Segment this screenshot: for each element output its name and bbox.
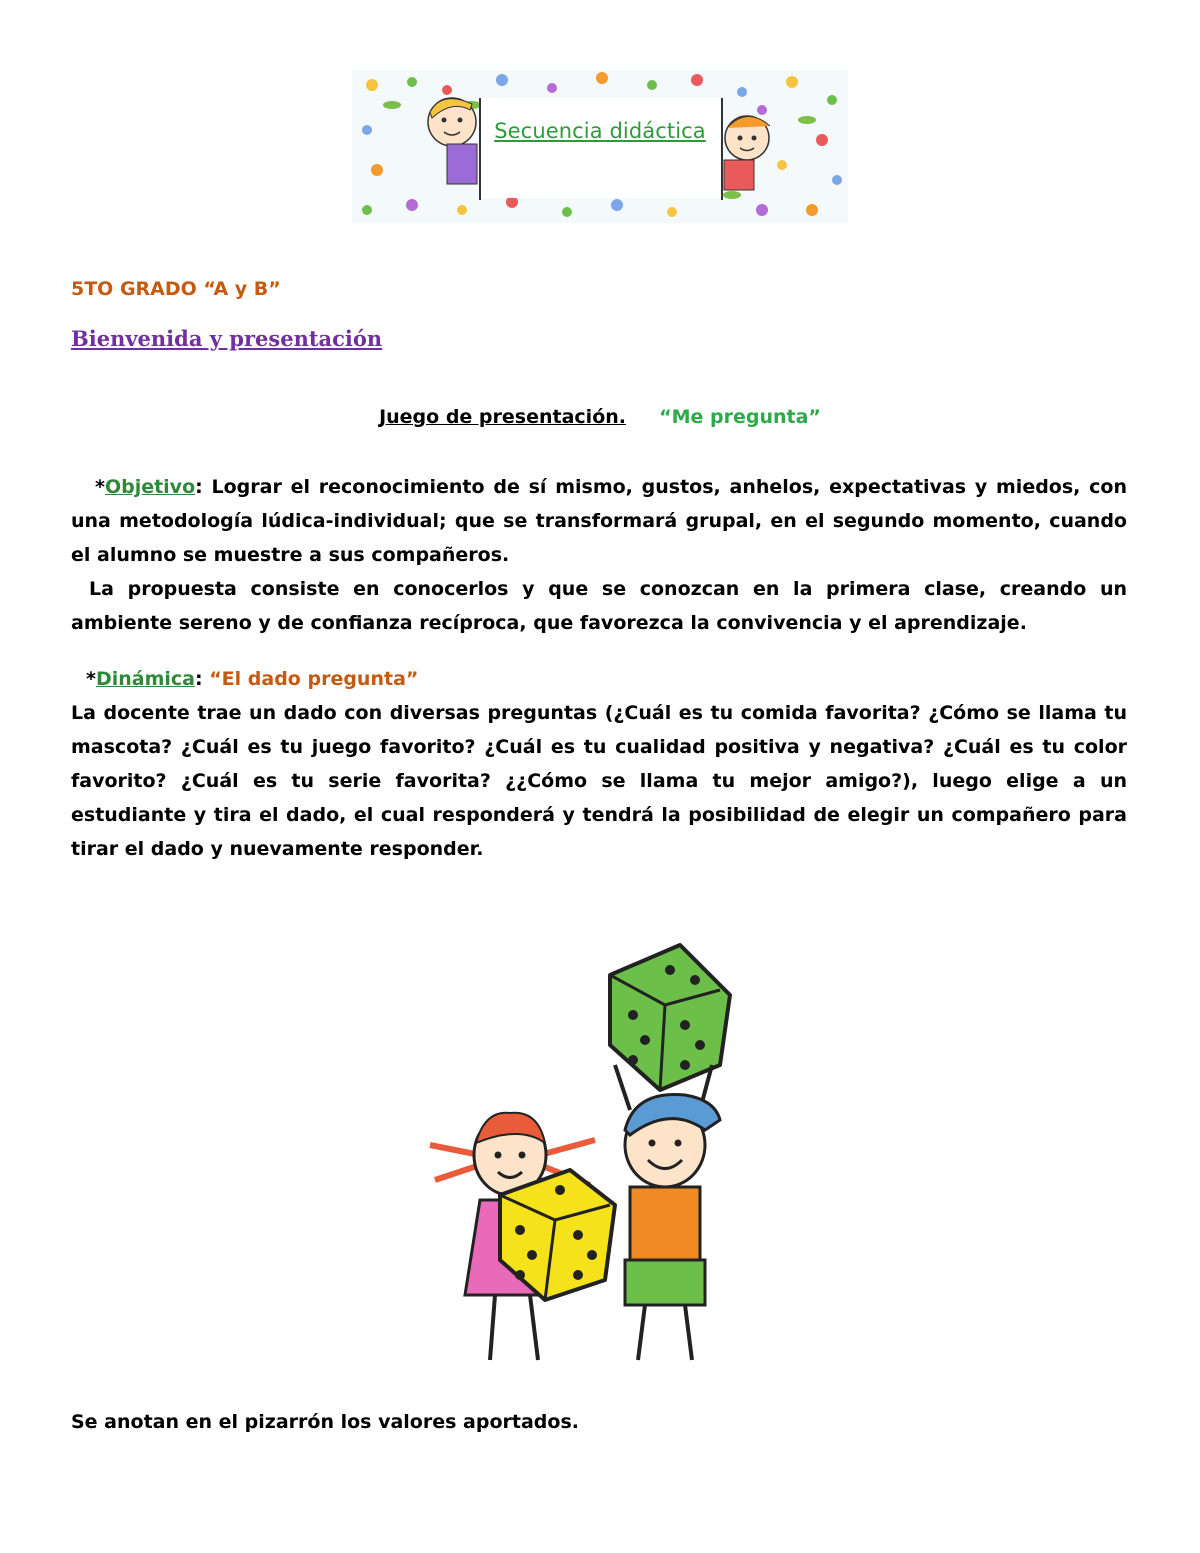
objective-section (71, 470, 1127, 640)
objective-text: Lograr el reconocimiento de sí mismo, gustos, anhelos, expectativas y miedos, con una metodología lúdica-individual; que se transformará grupal, en el segundo momento, cuando el alumno se muestre a sus compañeros. (71, 476, 1127, 566)
dynamic-paragraph: La docente trae un dado con diversas preguntas (¿Cuál es tu comida favorita? ¿Cómo se llama tu mascota? ¿Cuál es tu juego favorito? ¿Cuál es tu cualidad positiva y negativa? ¿Cuál es tu color favorito? ¿Cuál es tu serie favorita? ¿¿Cómo se llama tu mejor amigo?), luego elige a un estudiante y tira el dado, el cual responderá y tendrá la posibilidad de elegir un compañero para tirar el dado y nuevamente responder. (71, 702, 1127, 860)
welcome-heading: Bienvenida y presentación (71, 326, 383, 351)
header-banner (352, 70, 848, 223)
dynamic-heading (71, 662, 1127, 696)
banner-sign (480, 98, 722, 198)
boy-illustration (625, 1094, 720, 1360)
game-label: Juego de presentación. (379, 406, 626, 428)
banner-title: Secuencia didáctica (494, 119, 706, 143)
kids-dice-illustration (420, 915, 760, 1375)
grade-heading: 5TO GRADO “A y B” (71, 278, 281, 300)
dynamic-name: “El dado pregunta” (202, 668, 419, 690)
dynamic-label: Dinámica (95, 668, 195, 690)
dynamic-prefix: * (86, 668, 96, 690)
banner-illustration (352, 70, 848, 223)
objective-label: Objetivo (104, 476, 196, 498)
game-spacer (633, 406, 653, 428)
dynamic-colon: : (194, 668, 203, 690)
objective-paragraph (71, 470, 1127, 572)
objective-prefix: * (95, 476, 105, 498)
kids-dice-drawing (420, 915, 760, 1375)
objective-colon: : (195, 476, 203, 498)
dynamic-section (71, 662, 1127, 866)
closing-text: Se anotan en el pizarrón los valores aportados. (71, 1411, 579, 1433)
game-title (0, 406, 1200, 428)
proposal-paragraph: La propuesta consiste en conocerlos y que se conozcan en la primera clase, creando un ambiente sereno y de confianza recíproca, que favorezca la convivencia y el aprendizaje. (71, 578, 1127, 634)
game-quote: “Me pregunta” (659, 406, 821, 428)
